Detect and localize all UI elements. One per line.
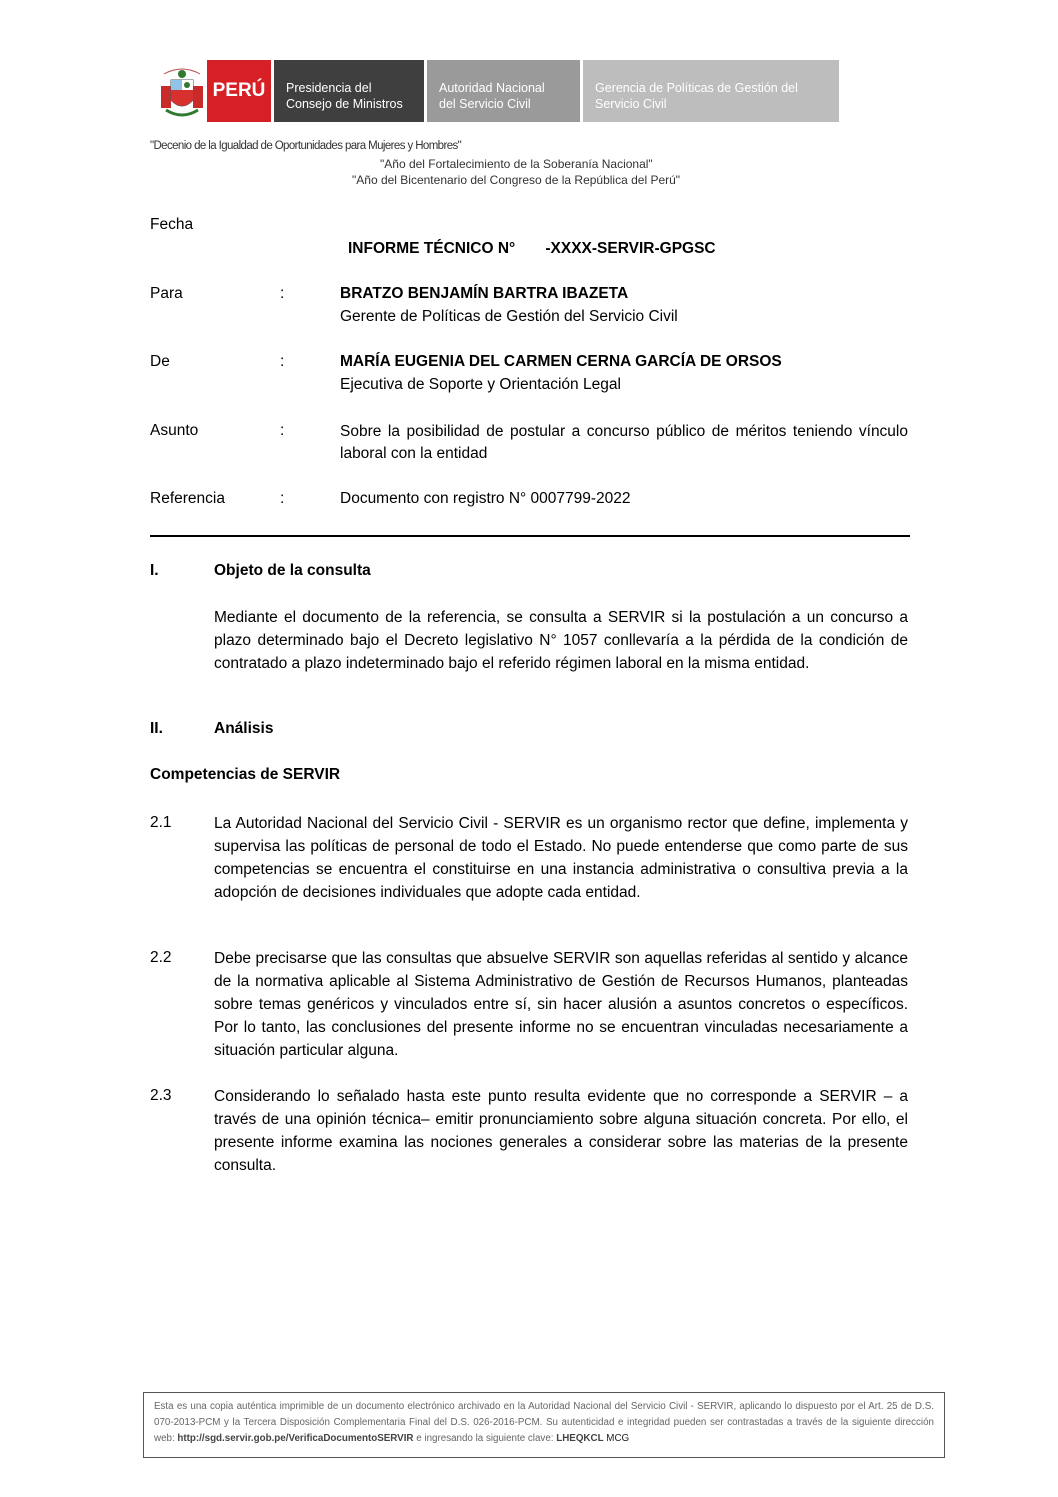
header-box-pcm-line1: Presidencia del: [286, 81, 372, 95]
footer-key: LHEQKCL: [556, 1433, 604, 1444]
de-colon: :: [280, 353, 285, 370]
de-label: De: [150, 353, 170, 370]
de-role: Ejecutiva de Soporte y Orientación Legal: [340, 376, 621, 393]
section1-text: Mediante el documento de la referencia, se consulta a SERVIR si la postulación a un concurso a plazo determinado bajo el Decreto legislativo N° 1057 conllevaría a la pérdida de la condición de contratado a plazo indeterminado bajo el referido régimen laboral en la misma entidad.: [214, 609, 908, 672]
asunto-label: Asunto: [150, 422, 199, 439]
header-box-pcm: [274, 60, 424, 122]
referencia-value: Documento con registro N° 0007799-2022: [340, 490, 631, 507]
para-role: Gerente de Políticas de Gestión del Servicio Civil: [340, 308, 678, 325]
item-2-2-number: 2.2: [150, 949, 172, 966]
section2-title: Análisis: [214, 720, 274, 737]
section1-title: Objeto de la consulta: [214, 562, 371, 579]
para-name: BRATZO BENJAMÍN BARTRA IBAZETA: [340, 285, 629, 302]
coat-of-arms-icon: [158, 60, 206, 122]
item-2-3-text: Considerando lo señalado hasta este punto resulta evidente que no corresponde a SERVIR – a través de una opinión técnica– emitir pronunciamiento sobre alguna situación concreta. Por ello, el presente informe examina las nociones generales a considerar sobre las materias de la presente consulta.: [214, 1088, 908, 1174]
header-box-gerencia: [583, 60, 839, 122]
header-box-servir-line1: Autoridad Nacional: [439, 81, 545, 95]
section2-subtitle: Competencias de SERVIR: [150, 766, 341, 783]
item-2-1-text: La Autoridad Nacional del Servicio Civil - SERVIR es un organismo rector que define, implementa y supervisa las políticas de personal de todo el Estado. No puede entenderse que como parte de sus competencias se encuentra el constituirse en una instancia administrativa o consultiva previa a la adopción de decisiones individuales que adopte cada entidad.: [214, 815, 908, 901]
institutional-header: [158, 60, 839, 122]
item-2-2-text: Debe precisarse que las consultas que absuelve SERVIR son aquellas referidas al sentido y alcance de la normativa aplicable al Sistema Administrativo de Gestión de Recursos Humanos, planteadas sobre temas genéricos y vinculados entre sí, sin hacer alusión a asuntos concretos o específicos. Por lo tanto, las conclusiones del presente informe no se encuentran vinculadas necesariamente a situación particular alguna.: [214, 950, 908, 1059]
footer-text-middle: e ingresando la siguiente clave:: [413, 1433, 557, 1444]
authenticity-footer: [143, 1392, 945, 1458]
header-box-gerencia-line2: Servicio Civil: [595, 97, 667, 111]
item-2-3-number: 2.3: [150, 1087, 172, 1104]
para-label: Para: [150, 285, 183, 302]
footer-suffix: MCG: [603, 1433, 630, 1444]
de-name: MARÍA EUGENIA DEL CARMEN CERNA GARCÍA DE ORSOS: [340, 353, 782, 370]
section2-number: II.: [150, 720, 163, 737]
motto-bicentenary: "Año del Bicentenario del Congreso de la República del Perú": [352, 173, 681, 187]
referencia-colon: :: [280, 490, 285, 507]
section1-number: I.: [150, 562, 159, 579]
peru-badge: PERÚ: [207, 60, 271, 122]
para-colon: :: [280, 285, 285, 302]
motto-year: "Año del Fortalecimiento de la Soberanía Nacional": [380, 157, 653, 171]
fecha-label: Fecha: [150, 216, 194, 233]
header-divider: [150, 535, 910, 537]
header-box-pcm-line2: Consejo de Ministros: [286, 97, 403, 111]
report-title: INFORME TÉCNICO N° -XXXX-SERVIR-GPGSC: [348, 240, 716, 257]
footer-url[interactable]: http://sgd.servir.gob.pe/VerificaDocumentoSERVIR: [177, 1433, 414, 1444]
asunto-value: Sobre la posibilidad de postular a concurso público de méritos teniendo vínculo laboral con la entidad: [340, 423, 908, 462]
referencia-label: Referencia: [150, 490, 225, 507]
header-box-gerencia-line1: Gerencia de Políticas de Gestión del: [595, 81, 798, 95]
item-2-1-number: 2.1: [150, 814, 172, 831]
footer-text: Esta es una copia auténtica imprimible de un documento electrónico archivado en la Autoridad Nacional del Servicio Civil - SERVIR, aplicando lo dispuesto por el Art. 25 de D.S. 070-2013-PCM y la Tercera Disposición Complementaria Final del D.S. 026-2016-PCM. Su autenticidad e integridad pueden ser contrastadas a través de la siguiente dirección web:: [154, 1401, 934, 1444]
asunto-colon: :: [280, 422, 285, 439]
header-box-servir-line2: del Servicio Civil: [439, 97, 531, 111]
motto-decade: "Decenio de la Igualdad de Oportunidades para Mujeres y Hombres": [150, 140, 462, 152]
header-box-servir: [427, 60, 580, 122]
